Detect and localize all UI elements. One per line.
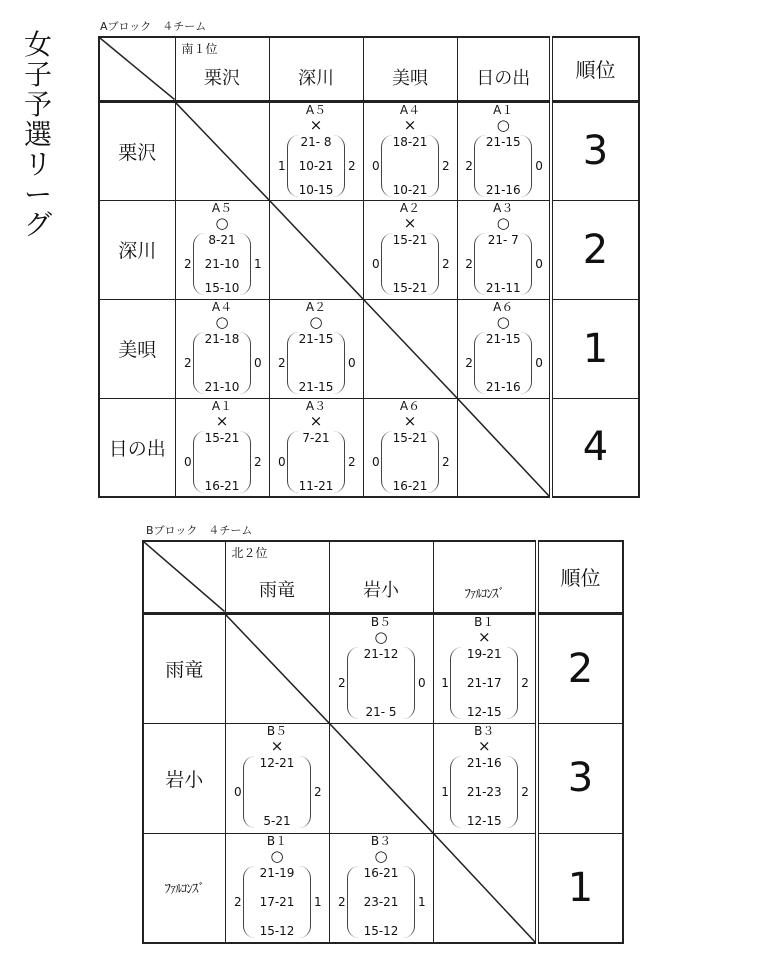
match-cell: [175, 200, 269, 299]
games-won-left: 2: [465, 355, 473, 370]
result-mark: ×: [309, 115, 323, 134]
match-cell: [269, 101, 363, 200]
result-mark: ○: [496, 312, 510, 331]
match-code: B１: [266, 833, 288, 848]
match-cell: [433, 723, 537, 833]
header-team: [175, 37, 269, 101]
self-cell: [433, 833, 537, 943]
result-mark: ○: [215, 312, 229, 331]
block-b-label: Bブロック ４チーム: [146, 524, 253, 537]
game-score: 21- 7: [487, 232, 519, 247]
match-code: A２: [399, 200, 421, 215]
games-won-left: 2: [465, 158, 473, 173]
match-result: [434, 615, 536, 723]
page-title: [18, 30, 58, 240]
games-won-right: 0: [535, 158, 543, 173]
game-score: 5-21: [263, 813, 291, 828]
title-char: 選: [23, 118, 52, 151]
game-score: 15-21: [392, 232, 428, 247]
match-code: B１: [474, 614, 495, 629]
games-won-left: 0: [278, 454, 286, 469]
match-cell: [457, 200, 551, 299]
self-cell: [175, 101, 269, 200]
seed-note: 北２位: [231, 546, 268, 560]
game-score: 21- 5: [365, 704, 397, 719]
row-team: [99, 200, 175, 299]
game-score: 11-21: [298, 478, 334, 493]
match-result: [458, 300, 550, 398]
self-cell: [269, 200, 363, 299]
game-score: 21-19: [259, 865, 295, 880]
games-won-right: 0: [418, 675, 426, 690]
match-result: [270, 300, 363, 398]
games-won-right: 2: [442, 256, 450, 271]
score-bracket: [193, 431, 251, 493]
row-team: [99, 299, 175, 398]
title-char: 女: [23, 28, 52, 61]
rank-value: 4: [582, 424, 609, 471]
score-bracket: [243, 866, 311, 938]
header-team-name: 栗沢: [204, 67, 240, 89]
header-team-name: 日の出: [476, 67, 531, 89]
games-won-right: 0: [535, 256, 543, 271]
match-result: [176, 201, 269, 299]
rank-cell: [551, 101, 639, 200]
score-bracket: [347, 647, 415, 719]
match-cell: [457, 299, 551, 398]
row-team-name: 日の出: [108, 437, 166, 460]
match-result: [458, 201, 550, 299]
rank-value: 2: [567, 645, 594, 692]
game-score: 16-21: [363, 865, 399, 880]
row-team-name: 栗沢: [118, 141, 157, 164]
result-mark: ×: [215, 411, 229, 430]
diagonal-line: [330, 724, 433, 833]
score-bracket: [474, 135, 532, 197]
match-result: [330, 615, 433, 723]
match-code: A１: [211, 398, 233, 413]
game-score: 15-21: [204, 430, 240, 445]
corner-cell: [99, 37, 175, 101]
rank-cell: [551, 398, 639, 497]
result-mark: ○: [374, 627, 388, 646]
game-score: 8-21: [208, 232, 236, 247]
games-won-right: 2: [521, 675, 529, 690]
rank-cell: [551, 200, 639, 299]
score-bracket: [347, 866, 415, 938]
games-won-left: 0: [234, 784, 242, 799]
games-won-right: 2: [442, 158, 450, 173]
row-team: [99, 101, 175, 200]
title-char: 予: [23, 88, 52, 121]
games-won-left: 0: [372, 454, 380, 469]
seed-note: 南１位: [181, 42, 218, 56]
title-char: 子: [23, 58, 52, 91]
score-bracket: [474, 233, 532, 295]
row-team-name: 深川: [118, 240, 157, 262]
games-won-right: 1: [418, 894, 426, 909]
game-score: 21-15: [485, 134, 521, 149]
match-code: A４: [211, 299, 233, 314]
result-mark: ○: [496, 115, 510, 134]
games-won-left: 0: [184, 454, 192, 469]
game-score: 16-21: [204, 478, 240, 493]
result-mark: ×: [403, 411, 417, 430]
title-char: グ: [23, 208, 52, 241]
match-result: [434, 724, 536, 833]
rank-header-label: 順位: [575, 58, 616, 83]
games-won-right: 1: [314, 894, 322, 909]
match-code: A３: [305, 398, 327, 413]
diagonal-line: [458, 399, 550, 497]
game-score: 15-21: [392, 430, 428, 445]
games-won-left: 2: [184, 355, 192, 370]
games-won-right: 0: [254, 355, 262, 370]
corner-cell: [143, 541, 225, 613]
rank-header: [551, 37, 639, 101]
game-score: 23-21: [363, 894, 399, 909]
score-bracket: [450, 756, 518, 828]
match-result: [364, 201, 457, 299]
header-team: [225, 541, 329, 613]
game-score: 21-12: [363, 646, 399, 661]
games-won-left: 2: [184, 256, 192, 271]
game-score: 21-10: [204, 256, 240, 271]
games-won-left: 2: [278, 355, 286, 370]
header-team: [433, 541, 537, 613]
match-cell: [329, 613, 433, 723]
rank-value: 3: [582, 128, 609, 174]
game-score: 19-21: [466, 646, 502, 661]
match-cell: [433, 613, 537, 723]
game-score: 7-21: [302, 430, 330, 445]
match-cell: [225, 833, 329, 943]
header-team: [329, 541, 433, 613]
game-score: 21-16: [466, 755, 502, 770]
match-cell: [175, 398, 269, 497]
result-mark: ×: [477, 627, 491, 646]
game-score: 17-21: [259, 894, 295, 909]
match-result: [270, 103, 363, 200]
game-score: 21-16: [485, 182, 521, 197]
score-bracket: [193, 233, 251, 295]
row-team: [143, 723, 225, 833]
row-team: [143, 613, 225, 723]
game-score: 21-16: [485, 379, 521, 394]
games-won-right: 0: [348, 355, 356, 370]
match-result: [176, 399, 269, 497]
rank-cell: [537, 613, 623, 723]
score-bracket: [450, 647, 518, 719]
match-code: A２: [305, 299, 327, 314]
self-cell: [363, 299, 457, 398]
match-result: [176, 300, 269, 398]
games-won-right: 2: [348, 158, 356, 173]
game-score: 21-10: [204, 379, 240, 394]
match-result: [270, 399, 363, 497]
match-result: [330, 834, 433, 943]
result-mark: ○: [270, 846, 284, 865]
games-won-right: 2: [314, 784, 322, 799]
rank-header-label: 順位: [560, 566, 601, 591]
block-a-label: Aブロック ４チーム: [100, 20, 207, 33]
diagonal-line: [434, 834, 536, 943]
diagonal-line: [226, 615, 329, 723]
score-bracket: [193, 332, 251, 394]
row-team-name: ﾌｧﾙｺﾝｽﾞ: [164, 882, 204, 898]
match-result: [226, 724, 329, 833]
match-cell: [269, 299, 363, 398]
games-won-right: 1: [254, 256, 262, 271]
match-cell: [225, 723, 329, 833]
score-bracket: [287, 332, 345, 394]
rank-value: 1: [582, 325, 609, 372]
score-bracket: [287, 135, 345, 197]
game-score: 15-10: [204, 280, 240, 295]
games-won-left: 1: [441, 675, 449, 690]
match-result: [226, 834, 329, 943]
self-cell: [225, 613, 329, 723]
match-code: A５: [211, 200, 233, 215]
match-cell: [363, 101, 457, 200]
games-won-left: 2: [338, 894, 346, 909]
score-bracket: [474, 332, 532, 394]
games-won-left: 2: [234, 894, 242, 909]
match-code: A６: [493, 299, 514, 314]
header-team-name: 深川: [298, 67, 334, 89]
row-team-name: 岩小: [165, 768, 204, 791]
game-score: 21- 8: [300, 134, 332, 149]
game-score: 21-11: [485, 280, 521, 295]
match-code: B５: [370, 614, 392, 629]
match-code: B３: [474, 723, 495, 738]
match-code: A１: [493, 102, 514, 117]
game-score: 21-15: [298, 331, 334, 346]
row-team-name: 雨竜: [165, 659, 204, 681]
match-result: [364, 103, 457, 200]
game-score: 12-15: [466, 704, 502, 719]
result-mark: ○: [309, 312, 323, 331]
game-score: 15-12: [363, 923, 399, 938]
games-won-right: 2: [442, 454, 450, 469]
game-score: 16-21: [392, 478, 428, 493]
match-code: A５: [305, 102, 327, 117]
game-score: 15-21: [392, 280, 428, 295]
row-team: [143, 833, 225, 943]
row-team: [99, 398, 175, 497]
match-cell: [363, 200, 457, 299]
game-score: 15-12: [259, 923, 295, 938]
game-score: 21-18: [204, 331, 240, 346]
result-mark: ×: [309, 411, 323, 430]
score-bracket: [243, 756, 311, 828]
rank-value: 1: [567, 864, 594, 911]
game-score: 21-15: [485, 331, 521, 346]
rank-cell: [551, 299, 639, 398]
diagonal-line: [364, 300, 457, 398]
games-won-left: 1: [441, 784, 449, 799]
match-code: B５: [266, 723, 288, 738]
games-won-left: 1: [278, 158, 286, 173]
match-result: [364, 399, 457, 497]
match-code: A３: [493, 200, 514, 215]
header-team-name: ﾌｧﾙｺﾝｽﾞ: [464, 586, 504, 602]
result-mark: ×: [403, 213, 417, 232]
block-b-table: [142, 540, 624, 944]
result-mark: ○: [215, 213, 229, 232]
rank-cell: [537, 833, 623, 943]
game-score: 12-15: [466, 813, 502, 828]
match-cell: [363, 398, 457, 497]
rank-header: [537, 541, 623, 613]
header-team-name: 美唄: [392, 67, 428, 89]
game-score: 10-15: [298, 182, 334, 197]
header-team: [457, 37, 551, 101]
self-cell: [329, 723, 433, 833]
result-mark: ○: [374, 846, 388, 865]
rank-value: 2: [582, 226, 609, 273]
result-mark: ×: [403, 115, 417, 134]
diagonal-line: [270, 201, 363, 299]
match-cell: [175, 299, 269, 398]
games-won-left: 2: [338, 675, 346, 690]
score-bracket: [287, 431, 345, 493]
games-won-left: 0: [372, 158, 380, 173]
row-team-name: 美唄: [118, 339, 157, 361]
games-won-right: 0: [535, 355, 543, 370]
match-cell: [457, 101, 551, 200]
result-mark: ×: [477, 736, 491, 755]
result-mark: ○: [496, 213, 510, 232]
games-won-right: 2: [348, 454, 356, 469]
diagonal-line: [176, 103, 269, 200]
game-score: 21-15: [298, 379, 334, 394]
games-won-right: 2: [521, 784, 529, 799]
game-score: 21-17: [466, 675, 502, 690]
match-cell: [329, 833, 433, 943]
title-char: ー: [23, 178, 52, 211]
game-score: 10-21: [298, 158, 334, 173]
title-char: リ: [23, 148, 52, 181]
header-team-name: 岩小: [363, 579, 399, 601]
header-team: [269, 37, 363, 101]
score-bracket: [381, 431, 439, 493]
match-code: B３: [370, 833, 392, 848]
match-result: [458, 103, 550, 200]
games-won-left: 2: [465, 256, 473, 271]
header-team-name: 雨竜: [259, 579, 295, 601]
game-score: 18-21: [392, 134, 428, 149]
games-won-left: 0: [372, 256, 380, 271]
rank-value: 3: [567, 755, 594, 801]
rank-cell: [537, 723, 623, 833]
match-code: A４: [399, 102, 421, 117]
game-score: 10-21: [392, 182, 428, 197]
block-a-table: [98, 36, 640, 498]
match-cell: [269, 398, 363, 497]
match-code: A６: [399, 398, 421, 413]
game-score: 12-21: [259, 755, 295, 770]
game-score: 21-23: [466, 784, 502, 799]
result-mark: ×: [270, 736, 284, 755]
games-won-right: 2: [254, 454, 262, 469]
header-team: [363, 37, 457, 101]
score-bracket: [381, 135, 439, 197]
score-bracket: [381, 233, 439, 295]
self-cell: [457, 398, 551, 497]
